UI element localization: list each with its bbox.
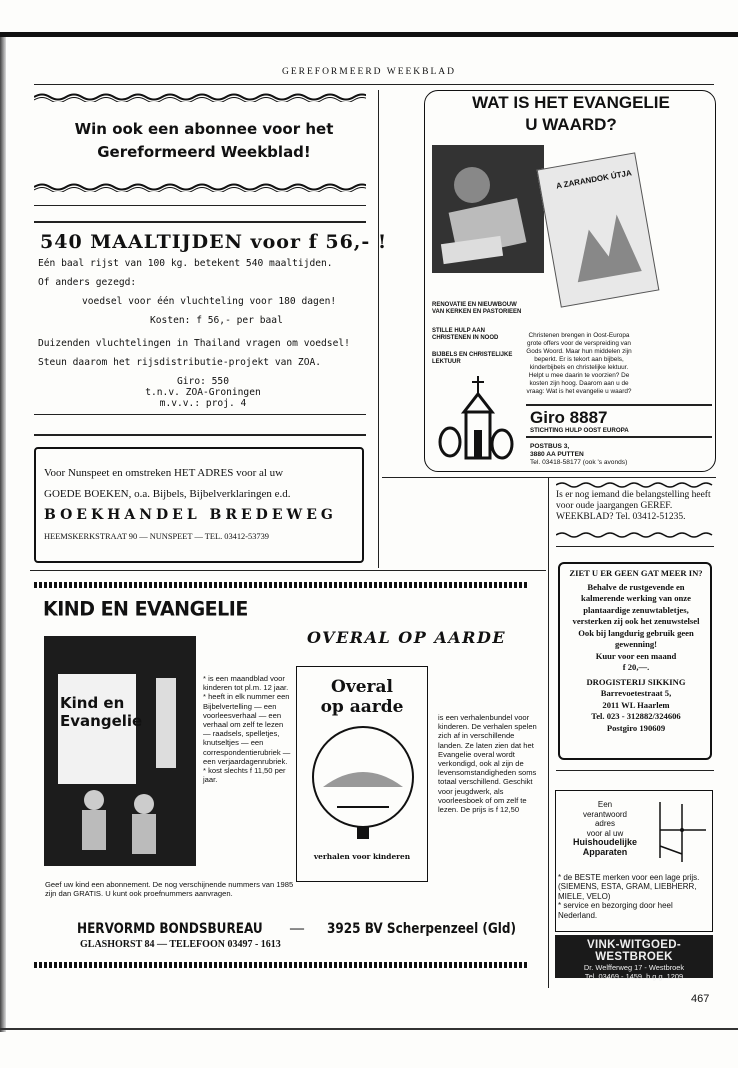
- boekhandel-ad: [44, 463, 360, 547]
- header-rule: [34, 84, 714, 85]
- overal-text: is een verhalenbundel voor kinderen. De verhalen spelen zich af in verschillende landen. Ze laten zien dat het Evangelie overal wordt verkondigd, ook al zijn de levensomstandigheden soms totaal verschillend. Geschikt voor jeugdwerk, als voorleesboek of om zelf te lezen. De prijs is f 12,50: [438, 713, 537, 815]
- maal-line: Duizenden vluchtelingen in Thailand vragen om voedsel!: [38, 338, 350, 349]
- wavy-border: [34, 182, 366, 192]
- maal-line: Kosten: f 56,- per baal: [150, 315, 283, 326]
- boek-line2: GOEDE BOEKEN, o.a. Bijbels, Bijbelverklaringen e.d.: [44, 488, 291, 500]
- bondsbureau-dash: —: [290, 921, 304, 936]
- vink-list2: * service en bezorging door heel Nederland.: [558, 901, 673, 920]
- gat-body2: Ook bij langdurig gebruik geen gewenning!: [578, 627, 694, 649]
- dotted-border: [34, 582, 528, 588]
- vink-l6: Apparaten: [582, 846, 628, 857]
- vink-l2: verantwoord: [582, 809, 628, 819]
- page-edge: [0, 32, 6, 1032]
- gat-city: 2011 WL Haarlem: [602, 699, 670, 710]
- boek-line1: Voor Nunspeet en omstreken HET ADRES voor al uw: [44, 467, 284, 479]
- gat-body3: Kuur voor een maand: [595, 650, 677, 661]
- vink-list1: * de BESTE merken voor een lage prijs. (SIEMENS, ESTA, GRAM, LIEBHERR, MIELE, VELO): [558, 873, 700, 901]
- maaltijden-title: 540 MAALTIJDEN voor f 56,- !: [40, 231, 388, 253]
- rule: [526, 404, 712, 406]
- giro-line: Giro: 550: [177, 376, 229, 387]
- rule: [34, 434, 366, 436]
- vink-l4: voor al uw: [586, 828, 624, 838]
- top-bar: [0, 32, 738, 37]
- abonnee-ad: [34, 118, 374, 164]
- page-number: 467: [691, 993, 710, 1005]
- route-map-icon: [646, 794, 710, 866]
- children-illustration: [64, 786, 184, 858]
- giro-line: t.n.v. ZOA-Groningen: [145, 387, 261, 398]
- vink-banner2: Dr. Welfferweg 17 - Westbroek: [583, 963, 685, 972]
- overal-cover-line1: Overal: [331, 677, 393, 697]
- rule: [30, 570, 546, 571]
- evangelie-ad-text: Christenen brengen in Oost-Europa grote offers voor de verspreiding van Gods Woord. Maar hun middelen zijn beperkt. Er is tekort aan bijbels, kinderbijbels en christelijke lektuur. Helpt u mee daarin te voorzien? De kosten zijn hoog. Daarom aan u de vraag: Wat is het evangelie u waard?: [526, 332, 632, 395]
- abonnee-line2: Gereformeerd Weekblad!: [97, 143, 311, 161]
- post-address: [530, 443, 710, 467]
- abonnee-line1: Win ook een abonnee voor het: [74, 120, 334, 138]
- vink-list: [558, 873, 708, 920]
- photo-bible: [432, 145, 544, 273]
- gat-title: ZIET U ER GEEN GAT MEER IN?: [569, 568, 703, 578]
- wat-title2: U WAARD?: [525, 115, 617, 134]
- church-tower: [156, 678, 176, 768]
- caption-stille-hulp: STILLE HULP AAN CHRISTENEN IN NOOD: [432, 328, 499, 341]
- giro-number: Giro 8887: [530, 408, 608, 427]
- globe-illustration: [297, 717, 429, 847]
- rule: [34, 221, 366, 223]
- kind-cover-line1: Kind en: [60, 694, 125, 712]
- maaltijden-body: [38, 256, 368, 409]
- rule: [556, 546, 714, 547]
- rule: [34, 205, 366, 206]
- column-divider: [378, 90, 379, 568]
- wat-title1: WAT IS HET EVANGELIE: [472, 93, 670, 112]
- bottom-rule: [0, 1028, 738, 1030]
- giro-line: m.v.v.: proj. 4: [159, 398, 247, 409]
- post3: Tel. 03418-58177 (ook 's avonds): [530, 459, 628, 466]
- rule: [382, 477, 716, 478]
- kind-text: * is een maandblad voor kinderen tot pl.m. 12 jaar. * heeft in elk nummer een Bijbelvertelling — een voorleesverhaal — een verhaal om zelf te lezen — raadsels, spelletjes, knutseltjes — een correspondentierubriek — een verjaardagenrubriek. * kost slechts f 11,50 per jaar.: [203, 674, 291, 785]
- jaargang-ad: Is er nog iemand die belangstelling heeft voor oude jaargangen GEREF. WEEKBLAD? Tel. 03412-51235.: [556, 490, 711, 522]
- kind-cover: [44, 636, 196, 866]
- gat-body1: Behalve de rustgevende en kalmerende werking van onze plantaardige zenuwtabletjes, versterken zij ook het zenuwstelsel: [572, 581, 700, 626]
- vink-l5: Huishoudelijke: [572, 837, 637, 848]
- rule: [526, 436, 712, 438]
- post2: 3880 AA PUTTEN: [530, 451, 584, 458]
- boek-address: HEEMSKERKSTRAAT 90 — NUNSPEET — TEL. 03412-53739: [44, 532, 269, 541]
- gat-shop: DROGISTERIJ SIKKING: [586, 676, 686, 687]
- gat-ad: [566, 568, 706, 734]
- vink-l1: Een: [597, 800, 613, 809]
- dotted-border: [34, 962, 528, 968]
- book-title: A ZARANDOK ÚTJA: [555, 168, 633, 191]
- rule: [34, 414, 366, 415]
- caption-renovatie: RENOVATIE EN NIEUWBOUW VAN KERKEN EN PASTORIEEN: [432, 302, 522, 315]
- gat-tel: Tel. 023 - 312882/324606: [591, 711, 681, 721]
- overal-cover: [296, 666, 428, 882]
- column-divider: [548, 478, 549, 988]
- church-icon: [436, 372, 516, 464]
- vink-banner: [555, 935, 713, 981]
- maal-line: Eén baal rijst van 100 kg. betekent 540 maaltijden.: [38, 258, 333, 269]
- vink-banner3: Tel. 03469 - 1459, b.g.g. 1209: [584, 972, 684, 981]
- giro-sub: STICHTING HULP OOST EUROPA: [530, 427, 629, 434]
- book-illustration: [544, 190, 658, 296]
- post1: POSTBUS 3,: [530, 443, 570, 450]
- vink-banner1: VINK-WITGOED-WESTBROEK: [587, 939, 681, 963]
- maal-line: voedsel voor één vluchteling voor 180 dagen!: [82, 296, 337, 307]
- maal-giro: [38, 376, 368, 409]
- kind-title: KIND EN EVANGELIE: [43, 597, 248, 621]
- maal-line: Steun daarom het rijsdistributie-projekt van ZOA.: [38, 357, 322, 368]
- gat-price: f 20,—.: [622, 662, 650, 672]
- evangelie-ad-title: [426, 92, 716, 136]
- maal-line: Of anders gezegd:: [38, 277, 137, 288]
- overal-title: OVERAL OP AARDE: [307, 628, 507, 647]
- bondsbureau-name: HERVORMD BONDSBUREAU: [77, 921, 263, 937]
- gat-street: Barrevoetestraat 5,: [600, 688, 672, 698]
- gat-postgiro: Postgiro 190609: [606, 722, 666, 733]
- kind-cover-line2: Evangelie: [60, 712, 143, 730]
- overal-cover-sub: verhalen voor kinderen: [313, 852, 411, 861]
- wavy-border: [556, 480, 714, 490]
- vink-intro: [570, 800, 640, 858]
- kind-cover-text: [60, 694, 142, 730]
- rule: [556, 770, 714, 771]
- vink-l3: adres: [594, 819, 615, 829]
- overal-cover-line2: op aarde: [320, 697, 404, 717]
- wavy-border: [556, 530, 714, 540]
- overal-cover-title: [297, 677, 427, 717]
- wavy-border: [34, 92, 366, 102]
- geef-text: Geef uw kind een abonnement. De nog verschijnende nummers van 1985 zijn dan GRATIS. U kunt ook proefnummers aanvragen.: [45, 880, 294, 899]
- photo-illustration: [432, 145, 544, 273]
- bondsbureau-address: GLASHORST 84 — TELEFOON 03497 - 1613: [80, 939, 281, 950]
- page-header: GEREFORMEERD WEEKBLAD: [281, 67, 457, 77]
- bondsbureau-city: 3925 BV Scherpenzeel (Gld): [327, 921, 517, 937]
- boek-name: BOEKHANDEL BREDEWEG: [44, 507, 337, 523]
- caption-bijbels: BIJBELS EN CHRISTELIJKE LEKTUUR: [432, 352, 513, 365]
